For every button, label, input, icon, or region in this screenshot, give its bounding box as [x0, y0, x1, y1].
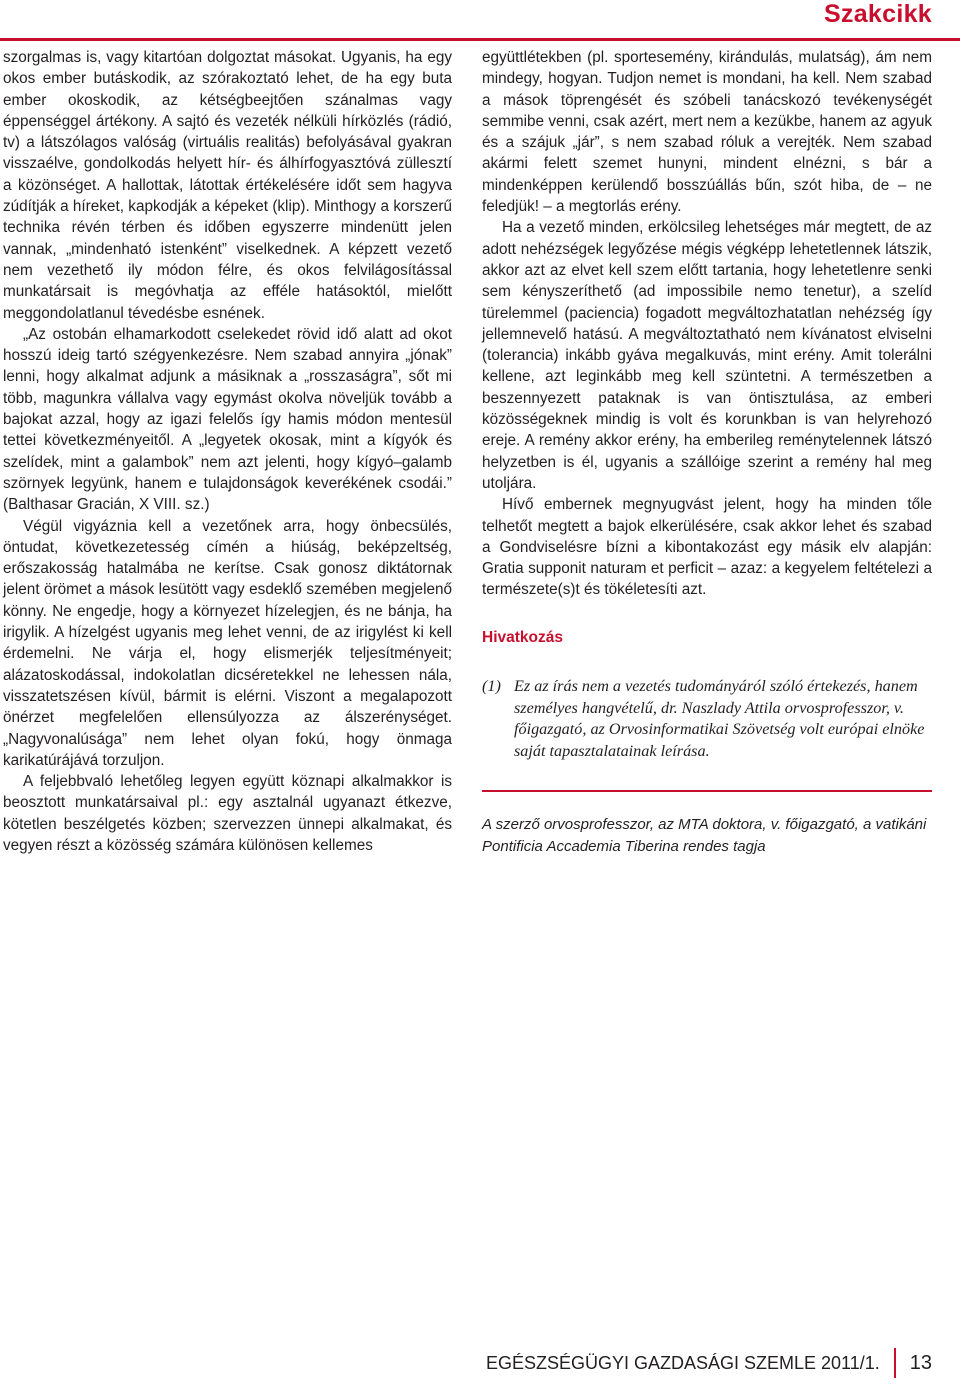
paragraph: Ha a vezető minden, erkölcsileg lehetséges már megtett, de az adott nehézségek legyőzése mégis végképp lehetetlennek látszik, akkor azt az elvet kell szem előtt tartania, hogy lehetetlenre senki sem kényszeríthető (ad impossibile nemo tenetur), a szelíd türelemmel (paciencia) fogadott megváltozhatatlan nehézség így jellemnevelő hatású. A megváltoztatható nem kívánatost elviselni (tolerancia) inkább gyáva megalkuvás, mint erény. Amit tolerálni kellene, azt leginkább meg kell szüntetni. A természetben a beszennyezett pataknak is van öntisztulása, az emberi közösségeknek mindig is volt és korunkban is van helyrehozó ereje. A remény akkor erény, ha emberileg reménytelennek látszó helyzetben is él, ugyanis a szállóige szerint a remény hal meg utoljára. [482, 219, 932, 492]
reference-number: (1) [482, 677, 501, 696]
paragraph: A feljebbvaló lehetőleg legyen együtt köznapi alkalmakkor is beosztott munkatársaival pl.: egy asztalnál ugyanazt étkezve, kötetlen beszélgetés közben; szervezzen ünnepi alkalmakat, és vegyen részt a közösség számára különösen kellemes [3, 773, 452, 854]
paragraph: „Az ostobán elhamarkodott cselekedet rövid idő alatt ad okot hosszú ideig tartó szégyenkezésre. Nem szabad annyira „jónak” lenni, hogy alkalmat adjunk a másiknak a „rosszaságra”, sőt mi több, magunkra vállalva vagy egymást okolva növeljük tovább a bajokat azzal, hogy az igazi felelős így hamis módon mentesül tettei következményeitől. A „legyetek okosak, mint a kígyók és szelídek, mint a galambok” nem azt jelenti, hogy kígyó–galamb szörnyek legyünk, hanem e tulajdonságok keverékének csodái.” (Balthasar Gracián, X VIII. sz.) [3, 325, 452, 514]
paragraph: szorgalmas is, vagy kitartóan dolgoztat másokat. Ugyanis, ha egy okos ember butáskodik, az szórakoztató lehet, de ha egy buta ember okoskodik, az kétségbeejtően szánalmas vagy éppenséggel ártékony. A sajtó és vezeték nélküli hírközlés (rádió, tv) a látszólagos valóság (virtuális realitás) befolyásával gyakran visszaélve, gondolkodás helyett hír- és álhírfogyasztóvá züllesztí a közönséget. A hallottak, látottak értékelésére időt sem hagyva zúdítják a híreket, kapkodják a képeket (klip). Minthogy a korszerű technika révén térben és időben egyszerre mindenütt jelen vannak, „mindenható istenként” viselkednek. A képzett vezető nem vezethető ily módon félre, és okos felvilágosítással munkatársait is megóvhatja az efféle hatásoktól, mielőtt meggondolatlanul tévedésbe esnének. [3, 49, 452, 322]
right-column [482, 47, 932, 857]
section-label: Szakcikk [823, 0, 932, 28]
references-heading: Hivatkozás [482, 628, 563, 646]
paragraph: Végül vigyáznia kell a vezetőnek arra, hogy önbecsülés, öntudat, következetesség címén a hiúság, beképzeltség, erőszakosság hatalmába ne kerítse. Csak gonosz diktátornak jelent örömet a mások lesütött vagy esdeklő szemében megjelenő könny. Ne engedje, hogy a környezet hízelegjen, és ne bánja, ha irigylik. A hízelgést ugyanis meg lehet venni, de az irigylést ki kell érdemelni. Ne várja el, hogy elismerjék teljesítményeit; alázatoskodással, indokolatlan dicséretekkel ne lehessen nála, visszatetszésen kívül, bármit is elérni. Viszont a megalapozott önérzet megfelelően ellensúlyozza az álszerénységet. „Nagyvonalúsága” nem lehet olyan fokú, hogy önmaga karikatúrájává torzuljon. [3, 517, 452, 769]
footer-divider [894, 1348, 896, 1378]
paragraph: együttlétekben (pl. sportesemény, kirándulás, mulatság), ám nem mindegy, hogyan. Tudjon nemet is mondani, ha kell. Nem szabad a mások töprengését és szóbeli tanácskozó tevékenységét semmibe venni, csak azért, mert nem a kezükbe, hanem az agyuk és a szájuk „jár”, s nem szabad róluk a verejték. Nem szabad akármi felett szemet hunyni, mindent elnézni, s bár a mindenképpen kerülendő bosszúállás bűn, szót hiba, de – ne feledjük! – a megtorlás erény. [482, 49, 932, 216]
divider [482, 790, 932, 792]
author-note: A szerző orvosprofesszor, az MTA doktora, v. főigazgató, a vatikáni Pontificia Accademia Tiberina rendes tagja [482, 816, 927, 855]
paragraph: Hívő embernek megnyugvást jelent, hogy ha minden tőle telhetőt megtett a bajok elkerülésére, csak akkor lehet és szabad a Gondviselésre bízni a kibontakozást egy másik elv alapján: Gratia supponit naturam et perficit – azaz: a kegyelem feltételezi a természete(s)t és tökéletesíti azt. [482, 496, 932, 599]
journal-title: EGÉSZSÉGÜGYI GAZDASÁGI SZEMLE 2011/1. [485, 1352, 880, 1373]
page-footer [486, 1348, 932, 1378]
left-column [3, 47, 452, 856]
reference-item [482, 676, 932, 762]
header-rule [0, 38, 960, 41]
page-number: 13 [909, 1351, 932, 1374]
reference-text: Ez az írás nem a vezetés tudományáról szóló értekezés, hanem személyes hangvételű, dr. Naszlady Attila orvosprofesszor, v. főigazgató, az Orvosinformatikai Szövetség volt európai elnöke saját tapasztalatainak leírása. [514, 677, 925, 760]
